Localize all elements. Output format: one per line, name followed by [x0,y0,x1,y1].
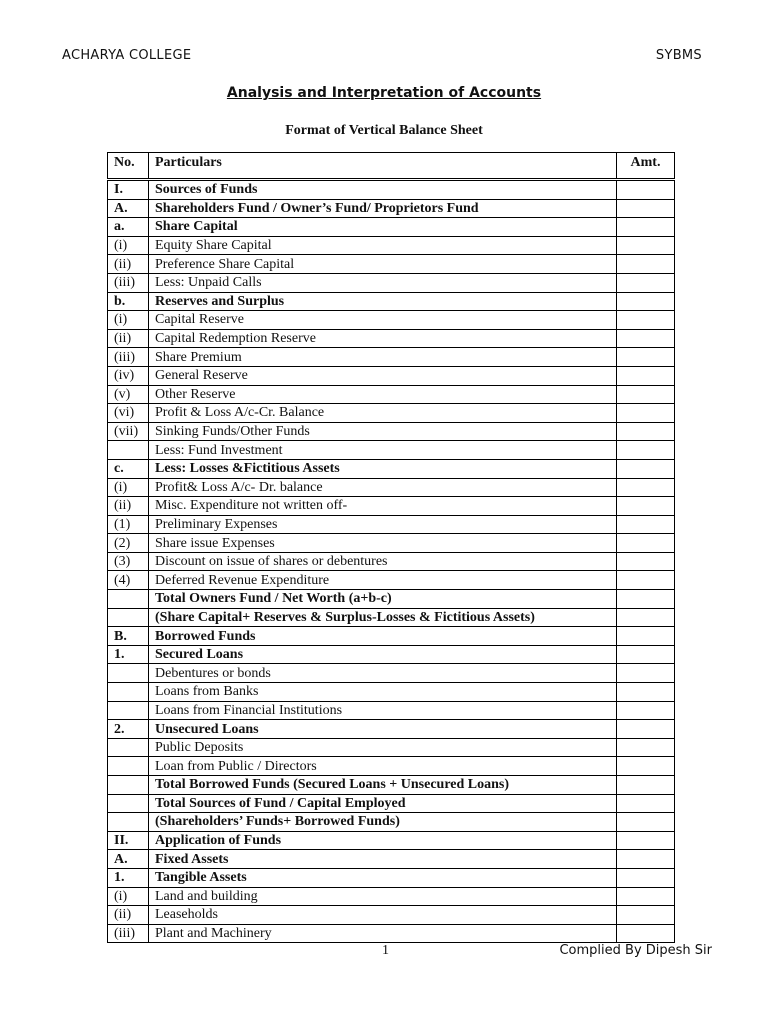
row-number [108,683,149,702]
row-particulars: Total Borrowed Funds (Secured Loans + Unsecured Loans) [149,776,617,795]
table-row [108,329,675,348]
row-particulars: Public Deposits [149,738,617,757]
row-particulars: Debentures or bonds [149,664,617,683]
table-row [108,292,675,311]
table-row [108,459,675,478]
table-row [108,645,675,664]
row-number: II. [108,831,149,850]
row-amount [617,683,675,702]
table-row [108,404,675,423]
row-number: (4) [108,571,149,590]
table-row [108,348,675,367]
row-number: (i) [108,478,149,497]
row-number [108,813,149,832]
row-amount [617,273,675,292]
document-subtitle: Format of Vertical Balance Sheet [285,123,483,138]
page-number: 1 [382,943,389,958]
table-row [108,199,675,218]
table-row [108,720,675,739]
row-amount [617,924,675,943]
row-number: (iii) [108,273,149,292]
row-number [108,738,149,757]
row-amount [617,497,675,516]
row-amount [617,218,675,237]
row-number: 1. [108,868,149,887]
footer-credit: Complied By Dipesh Sir [559,943,712,958]
row-number: 2. [108,720,149,739]
row-amount [617,329,675,348]
row-particulars: Share Capital [149,218,617,237]
table-body [108,180,675,943]
row-number: (ii) [108,906,149,925]
table-row [108,590,675,609]
header-amt: Amt. [617,153,675,180]
row-amount [617,850,675,869]
row-number: (ii) [108,497,149,516]
balance-sheet-table [107,152,675,943]
table-row [108,422,675,441]
row-amount [617,868,675,887]
table-header-row [108,153,675,180]
table-row [108,850,675,869]
table-row [108,273,675,292]
row-number: B. [108,627,149,646]
table-row [108,255,675,274]
row-particulars: Other Reserve [149,385,617,404]
row-particulars: Capital Reserve [149,311,617,330]
row-number: (i) [108,236,149,255]
table-row [108,868,675,887]
row-number: A. [108,850,149,869]
row-particulars: Loans from Banks [149,683,617,702]
row-amount [617,478,675,497]
row-particulars: Share Premium [149,348,617,367]
row-particulars: Less: Losses &Fictitious Assets [149,459,617,478]
table-row [108,311,675,330]
row-amount [617,906,675,925]
row-amount [617,664,675,683]
row-number: (3) [108,552,149,571]
table-row [108,608,675,627]
table-row [108,887,675,906]
row-number: (vi) [108,404,149,423]
row-amount [617,366,675,385]
row-particulars: Loan from Public / Directors [149,757,617,776]
row-amount [617,385,675,404]
row-amount [617,701,675,720]
row-particulars: Plant and Machinery [149,924,617,943]
table-row [108,683,675,702]
row-number: (i) [108,887,149,906]
row-particulars: Reserves and Surplus [149,292,617,311]
table-row [108,757,675,776]
row-particulars: Loans from Financial Institutions [149,701,617,720]
row-particulars: Leaseholds [149,906,617,925]
row-amount [617,794,675,813]
table-row [108,497,675,516]
row-number [108,664,149,683]
row-amount [617,887,675,906]
row-amount [617,590,675,609]
row-amount [617,199,675,218]
row-particulars: Capital Redemption Reserve [149,329,617,348]
table-row [108,515,675,534]
row-particulars: Unsecured Loans [149,720,617,739]
row-particulars: General Reserve [149,366,617,385]
row-number: (ii) [108,255,149,274]
table-row [108,924,675,943]
table-row [108,552,675,571]
row-particulars: Secured Loans [149,645,617,664]
row-amount [617,404,675,423]
row-number: I. [108,180,149,200]
row-amount [617,311,675,330]
row-particulars: (Share Capital+ Reserves & Surplus-Losses & Fictitious Assets) [149,608,617,627]
row-particulars: Profit& Loss A/c- Dr. balance [149,478,617,497]
row-number: (2) [108,534,149,553]
table-row [108,385,675,404]
row-number [108,757,149,776]
row-amount [617,776,675,795]
row-number: (iii) [108,924,149,943]
row-amount [617,831,675,850]
row-number: (vii) [108,422,149,441]
table-row [108,627,675,646]
table-row [108,236,675,255]
row-particulars: Preliminary Expenses [149,515,617,534]
row-amount [617,627,675,646]
row-number: b. [108,292,149,311]
header-college-name: ACHARYA COLLEGE [62,48,192,63]
row-particulars: Fixed Assets [149,850,617,869]
table-row [108,831,675,850]
row-number: (ii) [108,329,149,348]
header-course: SYBMS [655,48,702,63]
row-particulars: Discount on issue of shares or debentures [149,552,617,571]
row-particulars: Preference Share Capital [149,255,617,274]
header-no: No. [108,153,149,180]
row-particulars: Equity Share Capital [149,236,617,255]
row-particulars: Total Owners Fund / Net Worth (a+b-c) [149,590,617,609]
row-particulars: Sources of Funds [149,180,617,200]
row-amount [617,441,675,460]
row-particulars: Sinking Funds/Other Funds [149,422,617,441]
table-row [108,906,675,925]
table-row [108,738,675,757]
row-number: A. [108,199,149,218]
row-particulars: (Shareholders’ Funds+ Borrowed Funds) [149,813,617,832]
row-amount [617,292,675,311]
row-amount [617,571,675,590]
row-number [108,608,149,627]
row-amount [617,720,675,739]
row-number: (1) [108,515,149,534]
table-row [108,478,675,497]
row-amount [617,813,675,832]
row-particulars: Tangible Assets [149,868,617,887]
table-row [108,534,675,553]
row-number: (i) [108,311,149,330]
row-particulars: Profit & Loss A/c-Cr. Balance [149,404,617,423]
row-amount [617,422,675,441]
row-particulars: Share issue Expenses [149,534,617,553]
row-number: a. [108,218,149,237]
table-row [108,664,675,683]
row-particulars: Borrowed Funds [149,627,617,646]
row-number: 1. [108,645,149,664]
row-number [108,701,149,720]
row-amount [617,515,675,534]
row-number: (iii) [108,348,149,367]
table-row [108,218,675,237]
table-row [108,571,675,590]
table-row [108,366,675,385]
table-row [108,776,675,795]
row-number [108,441,149,460]
row-particulars: Deferred Revenue Expenditure [149,571,617,590]
row-particulars: Land and building [149,887,617,906]
table-row [108,701,675,720]
row-particulars: Shareholders Fund / Owner’s Fund/ Proprietors Fund [149,199,617,218]
row-amount [617,255,675,274]
row-amount [617,236,675,255]
row-number [108,590,149,609]
row-particulars: Misc. Expenditure not written off- [149,497,617,516]
table-row [108,813,675,832]
table-row [108,794,675,813]
row-number: (v) [108,385,149,404]
row-number [108,794,149,813]
row-particulars: Less: Unpaid Calls [149,273,617,292]
row-number: c. [108,459,149,478]
row-amount [617,180,675,200]
row-particulars: Less: Fund Investment [149,441,617,460]
document-title: Analysis and Interpretation of Accounts [226,85,542,101]
row-number: (iv) [108,366,149,385]
row-particulars: Total Sources of Fund / Capital Employed [149,794,617,813]
row-amount [617,608,675,627]
row-amount [617,348,675,367]
row-amount [617,738,675,757]
row-number [108,776,149,795]
row-amount [617,552,675,571]
table-row [108,180,675,200]
header-particulars: Particulars [149,153,617,180]
row-amount [617,534,675,553]
row-particulars: Application of Funds [149,831,617,850]
table-row [108,441,675,460]
row-amount [617,459,675,478]
row-amount [617,757,675,776]
row-amount [617,645,675,664]
